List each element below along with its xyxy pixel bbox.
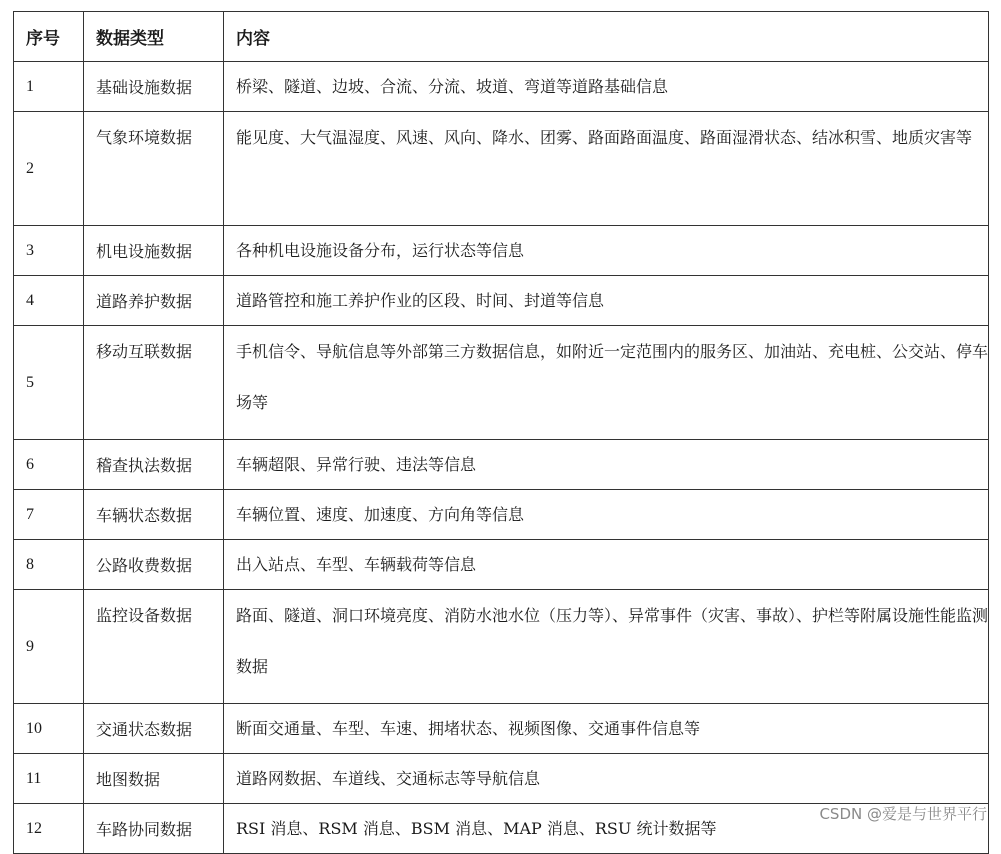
table-row xyxy=(14,754,989,804)
table-header-row xyxy=(14,12,989,62)
cell-no: 12 xyxy=(14,804,84,854)
cell-type: 交通状态数据 xyxy=(84,704,224,754)
cell-type: 车辆状态数据 xyxy=(84,490,224,540)
cell-no: 7 xyxy=(14,490,84,540)
cell-content: 能见度、大气温湿度、风速、风向、降水、团雾、路面路面温度、路面湿滑状态、结冰积雪、地质灾害等 xyxy=(224,112,989,226)
header-content: 内容 xyxy=(224,12,989,62)
cell-content: 路面、隧道、洞口环境亮度、消防水池水位（压力等）、异常事件（灾害、事故）、护栏等附属设施性能监测数据 xyxy=(224,590,989,704)
cell-content: 出入站点、车型、车辆载荷等信息 xyxy=(224,540,989,590)
cell-type: 气象环境数据 xyxy=(84,112,224,226)
cell-no: 9 xyxy=(14,590,84,704)
cell-type: 地图数据 xyxy=(84,754,224,804)
table-row xyxy=(14,276,989,326)
table-row xyxy=(14,112,989,226)
cell-type: 道路养护数据 xyxy=(84,276,224,326)
watermark: CSDN @爱是与世界平行 xyxy=(819,805,987,823)
cell-type: 基础设施数据 xyxy=(84,62,224,112)
table-row xyxy=(14,226,989,276)
cell-type: 监控设备数据 xyxy=(84,590,224,704)
table-row xyxy=(14,440,989,490)
cell-content: 手机信令、导航信息等外部第三方数据信息，如附近一定范围内的服务区、加油站、充电桩、公交站、停车场等 xyxy=(224,326,989,440)
cell-type: 移动互联数据 xyxy=(84,326,224,440)
header-type: 数据类型 xyxy=(84,12,224,62)
cell-content: RSI 消息、RSM 消息、BSM 消息、MAP 消息、RSU 统计数据等 xyxy=(224,804,989,854)
table-row xyxy=(14,62,989,112)
table-row xyxy=(14,490,989,540)
cell-type: 稽查执法数据 xyxy=(84,440,224,490)
cell-no: 11 xyxy=(14,754,84,804)
header-no: 序号 xyxy=(14,12,84,62)
cell-type: 车路协同数据 xyxy=(84,804,224,854)
cell-no: 1 xyxy=(14,62,84,112)
cell-content: 道路网数据、车道线、交通标志等导航信息 xyxy=(224,754,989,804)
cell-no: 5 xyxy=(14,326,84,440)
cell-no: 8 xyxy=(14,540,84,590)
cell-content: 车辆超限、异常行驶、违法等信息 xyxy=(224,440,989,490)
cell-no: 2 xyxy=(14,112,84,226)
cell-no: 4 xyxy=(14,276,84,326)
table-row xyxy=(14,590,989,704)
cell-content: 桥梁、隧道、边坡、合流、分流、坡道、弯道等道路基础信息 xyxy=(224,62,989,112)
cell-type: 机电设施数据 xyxy=(84,226,224,276)
data-table xyxy=(13,11,989,854)
cell-content: 道路管控和施工养护作业的区段、时间、封道等信息 xyxy=(224,276,989,326)
cell-no: 6 xyxy=(14,440,84,490)
cell-no: 10 xyxy=(14,704,84,754)
table-row xyxy=(14,326,989,440)
cell-content: 各种机电设施设备分布，运行状态等信息 xyxy=(224,226,989,276)
cell-content: 断面交通量、车型、车速、拥堵状态、视频图像、交通事件信息等 xyxy=(224,704,989,754)
cell-no: 3 xyxy=(14,226,84,276)
table-row xyxy=(14,704,989,754)
cell-content: 车辆位置、速度、加速度、方向角等信息 xyxy=(224,490,989,540)
table-row xyxy=(14,540,989,590)
cell-type: 公路收费数据 xyxy=(84,540,224,590)
